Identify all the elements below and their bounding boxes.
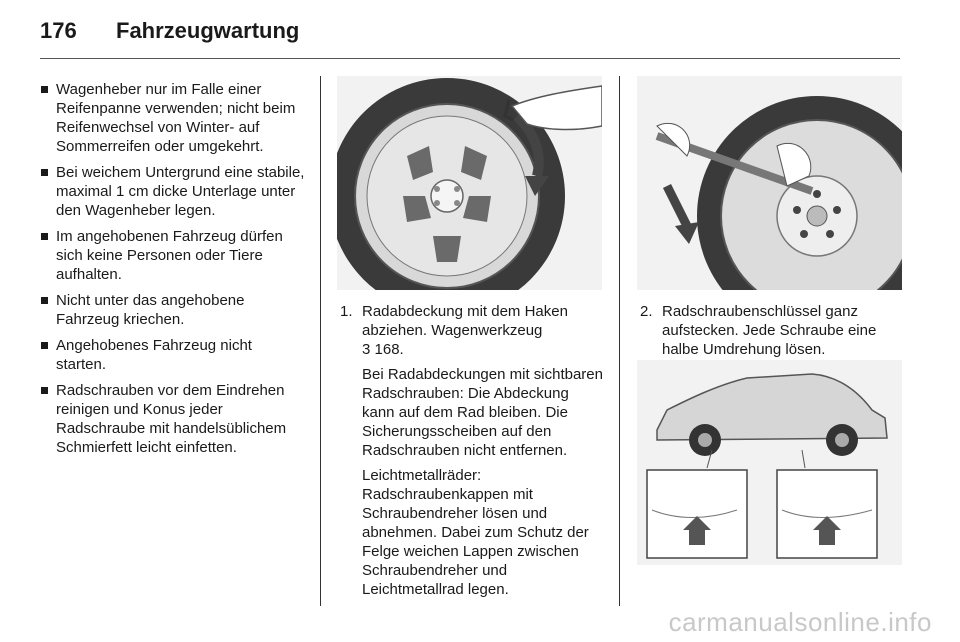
page-number: 176 [40,18,77,43]
page-header [40,14,920,54]
step-number: 1. [340,303,353,320]
step-item [640,302,905,359]
step-text: Radabdeckung mit dem Haken abziehen. Wagenwerkzeug [362,303,568,339]
list-item: Bei weichem Untergrund eine stabile, maximal 1 cm dicke Unterlage unter den Wagenheber legen. [40,163,306,220]
step-text: Radschraubenschlüssel ganz aufstecken. Jede Schraube eine halbe Umdrehung lösen. [662,303,877,358]
step-1 [340,302,605,599]
paragraph: Leichtmetallräder: Radschraubenkappen mit Schraubendreher lösen und abnehmen. Dabei zum Schutz der Felge weichen Lappen zwischen Schraubendreher und Leichtmetallrad legen. [362,467,589,598]
step-2 [640,302,905,359]
jack-points-illustration [637,360,902,565]
list-item: Angehobenes Fahrzeug nicht starten. [40,336,306,374]
list-item: Im angehobenen Fahrzeug dürfen sich keine Personen oder Tiere aufhalten. [40,227,306,284]
page-title: Fahrzeugwartung [116,18,300,43]
step-item [340,302,605,359]
watermark: carmanualsonline.info [668,607,932,637]
list-item: Radschrauben vor dem Eindrehen reinigen und Konus jeder Radschraube mit handelsüblichem Schmierfett leicht einfetten. [40,381,306,457]
paragraph: Bei Radabdeckungen mit sichtbaren Radschrauben: Die Abdeckung kann auf dem Rad bleiben. Die Sicherungsscheiben auf den Radschrauben nicht entfernen. [362,366,603,459]
list-item: Nicht unter das angehobene Fahrzeug kriechen. [40,291,306,329]
bullet-list [40,80,306,464]
wheel-wrench-illustration [637,76,902,290]
header-divider [40,58,900,59]
column-divider-1 [320,76,321,606]
page-reference: 3 168. [362,341,404,358]
column-divider-2 [619,76,620,606]
list-item: Wagenheber nur im Falle einer Reifenpanne verwenden; nicht beim Reifenwechsel von Winter- auf Sommerreifen oder umgekehrt. [40,80,306,156]
step-number: 2. [640,303,653,320]
wheel-cover-illustration [337,76,602,290]
